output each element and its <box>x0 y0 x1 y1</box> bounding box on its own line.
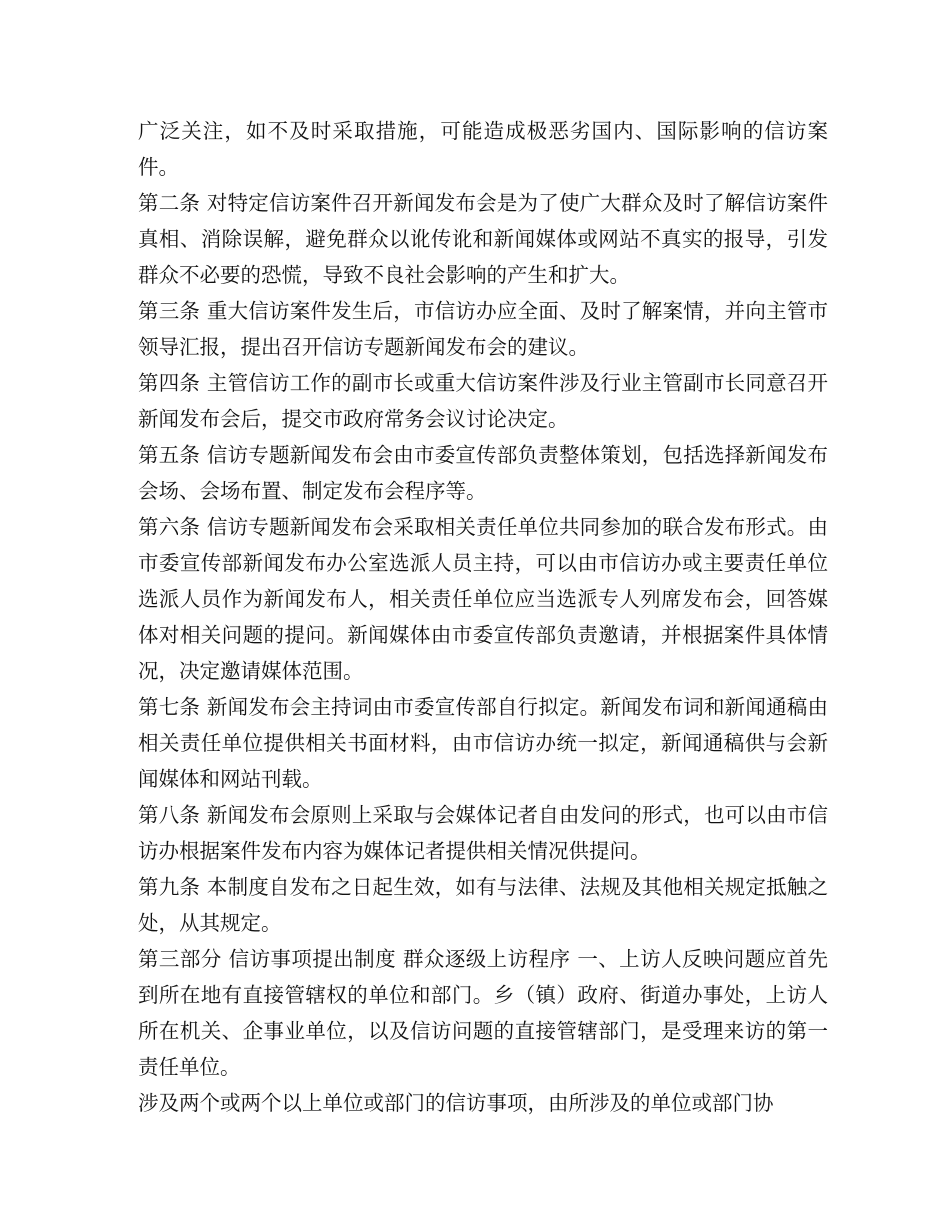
article-6: 第六条 信访专题新闻发布会采取相关责任单位共同参加的联合发布形式。由市委宣传部新闻发布办公室选派人员主持，可以由市信访办或主要责任单位选派人员作为新闻发布人，相关责任单位应当选派专人列席发布会，回答媒体对相关问题的提问。新闻媒体由市委宣传部负责邀请，并根据案件具体情况，决定邀请媒体范围。 <box>138 515 828 683</box>
paragraph-continuation: 广泛关注，如不及时采取措施，可能造成极恶劣国内、国际影响的信访案件。 <box>138 119 828 179</box>
article-5: 第五条 信访专题新闻发布会由市委宣传部负责整体策划，包括选择新闻发布会场、会场布置、制定发布会程序等。 <box>138 443 828 503</box>
document-page <box>138 113 828 1121</box>
article-2: 第二条 对特定信访案件召开新闻发布会是为了使广大群众及时了解信访案件真相、消除误解，避免群众以讹传讹和新闻媒体或网站不真实的报导，引发群众不必要的恐慌，导致不良社会影响的产生和扩大。 <box>138 191 828 287</box>
article-4: 第四条 主管信访工作的副市长或重大信访案件涉及行业主管副市长同意召开新闻发布会后，提交市政府常务会议讨论决定。 <box>138 371 828 431</box>
article-8: 第八条 新闻发布会原则上采取与会媒体记者自由发问的形式，也可以由市信访办根据案件发布内容为媒体记者提供相关情况供提问。 <box>138 803 828 863</box>
article-9: 第九条 本制度自发布之日起生效，如有与法律、法规及其他相关规定抵触之处，从其规定。 <box>138 875 828 935</box>
part-3-heading-paragraph: 第三部分 信访事项提出制度 群众逐级上访程序 一、上访人反映问题应首先到所在地有直接管辖权的单位和部门。乡（镇）政府、街道办事处，上访人所在机关、企事业单位，以及信访问题的直接管辖部门，是受理来访的第一责任单位。 <box>138 947 828 1079</box>
paragraph-truncated: 涉及两个或两个以上单位或部门的信访事项，由所涉及的单位或部门协 <box>138 1091 774 1115</box>
article-3: 第三条 重大信访案件发生后，市信访办应全面、及时了解案情，并向主管市领导汇报，提出召开信访专题新闻发布会的建议。 <box>138 299 828 359</box>
article-7: 第七条 新闻发布会主持词由市委宣传部自行拟定。新闻发布词和新闻通稿由相关责任单位提供相关书面材料，由市信访办统一拟定，新闻通稿供与会新闻媒体和网站刊载。 <box>138 695 828 791</box>
